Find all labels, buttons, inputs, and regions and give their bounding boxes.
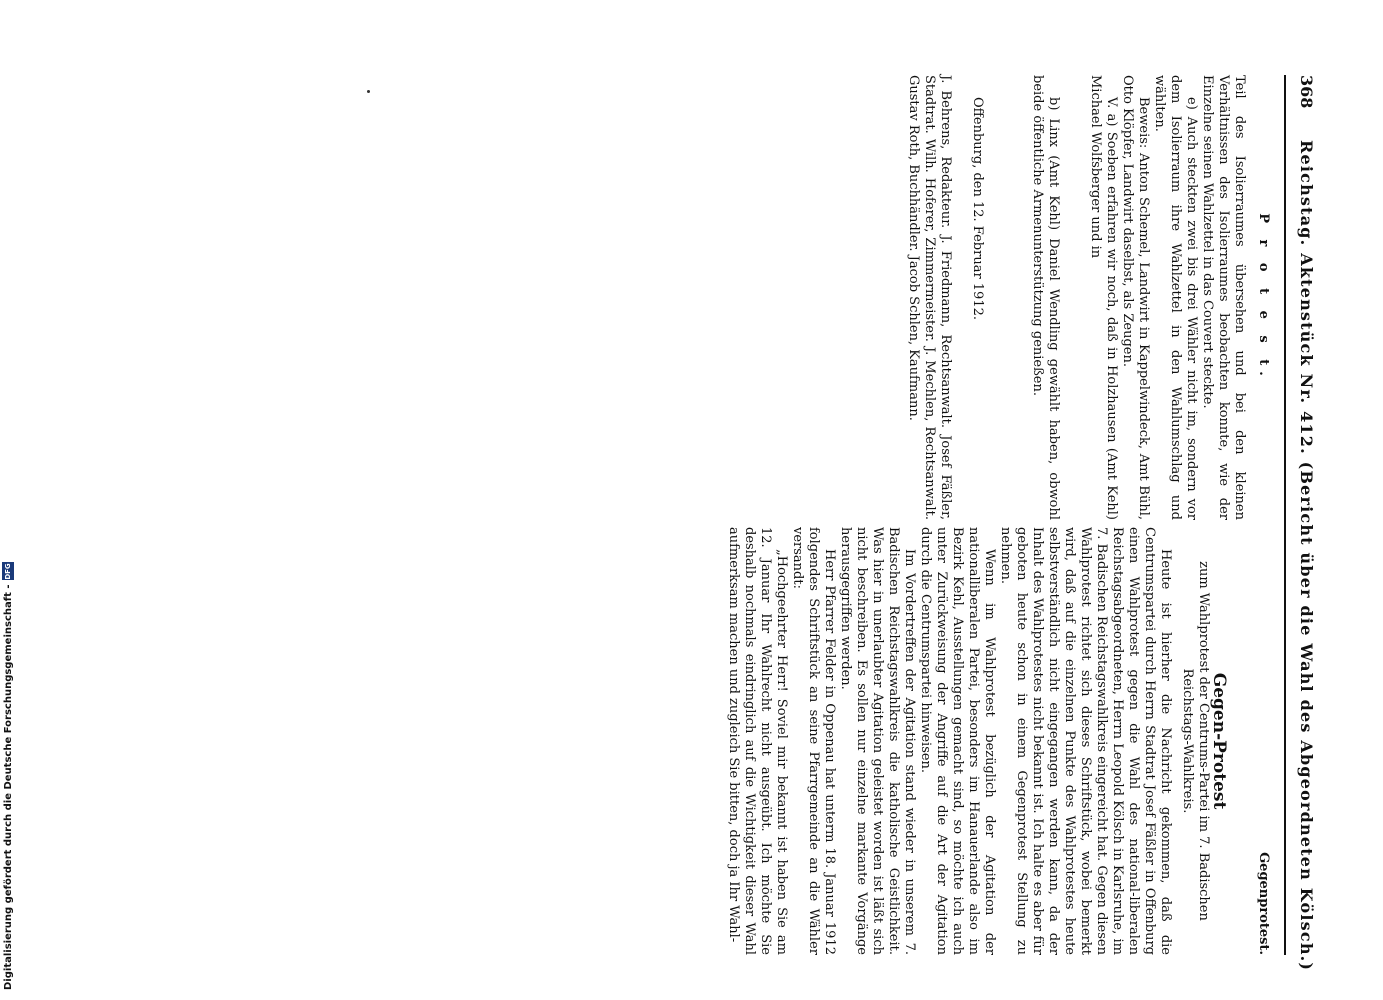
- page-number: 368: [1297, 75, 1316, 109]
- paragraph: Wenn im Wahlprotest bezüglich der Agitation der nationalliberalen Partei, besonders im Hanauerlande also im Bezirk Kehl, Ausstellungen gemacht sind, so möchte ich auch unter Zurückweisung der Angriffe auf die Art der Agitation durch die Centrumspartei hinweisen.: [918, 527, 997, 955]
- paragraph: Im Vordertreffen der Agitation stand wieder in unserem 7. Badischen Reichstagswahlkreis die katholische Geistlichkeit. Was hier in unerlaubter Agitation geleistet worden ist läßt sich nicht beschreiben. Es sollen nur einzelne markante Vorgänge herausgegriffen werden.: [838, 527, 917, 955]
- running-title: Reichstag. Aktenstück Nr. 412. (Bericht über die Wahl des Abgeordneten Kölsch.): [1297, 140, 1316, 972]
- left-column: [905, 75, 1271, 520]
- paragraph: Teil des Isolierraumes übersehen und bei den kleinen Verhältnissen des Isolierraumes beobachten konnte, wie der Einzelne seinen Wahlzettel in das Couvert steckte.: [1200, 75, 1247, 520]
- gegenprotest-heading: Gegen-Protest: [1209, 672, 1229, 810]
- footer-credit: [2, 562, 14, 990]
- dateline: Offenburg, den 12. Februar 1912.: [970, 97, 985, 321]
- signatories: J. Behrens, Redakteur. J. Friedmann, Rechtsanwalt. Josef Fäßler, Stadtrat. Wilh. Hoferer, Zimmermeister. J. Mechlen, Rechtsanwalt. Gustav Roth, Buchhändler. Jacob Schlen, Kaufmann.: [906, 75, 953, 520]
- paragraph: Beweis: Anton Schemel, Landwirt in Kappelwindeck, Amt Bühl, Otto Klöpfer, Landwirt daselbst, als Zeugen.: [1120, 75, 1151, 520]
- margin-label: Gegenprotest.: [1256, 852, 1271, 955]
- right-column: [725, 527, 1271, 955]
- protest-heading: P r o t e s t.: [1256, 213, 1271, 382]
- footer-text: Digitalisierung gefördert durch die Deutsche Forschungsgemeinschaft -: [2, 584, 14, 990]
- paragraph: Herr Pfarrer Felder in Oppenau hat unterm 18. Januar 1912 folgendes Schriftstück an seine Pfarrgemeinde an die Wähler versandt:: [790, 527, 837, 955]
- paragraph: e) Auch steckten zwei bis drei Wähler nicht im, sondern vor dem Isolierraum ihre Wahlzettel in den Wahlumschlag und wählten.: [1152, 75, 1199, 520]
- gegenprotest-subheading: zum Wahlprotest der Centrums-Partei im 7. Badischen Reichstags-Wahlkreis.: [1180, 561, 1211, 921]
- document-page: [46, 75, 1326, 972]
- page-header: [1286, 75, 1326, 972]
- paragraph: b) Linx (Amt Kehl) Daniel Wendling gewählt haben, obwohl beide öffentliche Armenunterstützung genießen.: [1030, 75, 1061, 520]
- header-rule: [1284, 75, 1286, 955]
- paragraph: Heute ist hierher die Nachricht gekommen, daß die Centrumspartei durch Herrn Stadtrat Josef Fäßler in Offenburg einen Wahlprotest gegen die Wahl des national-liberalen Reichstagsabgeordneten, Herrn Leopold Kölsch in Karlsruhe, im 7. Badischen Reichstagswahlkreis eingereicht hat. Gegen diesen Wahlprotest richtet sich dieses Schriftstück, wobei bemerkt wird, daß auf die einzelnen Punkte des Wahlprotestes heute selbstverständlich nicht eingegangen werden kann, da der Inhalt des Wahlprotestes nicht bekannt ist. Ich halte es aber für geboten heute schon in einem Gegenprotest Stellung zu nehmen.: [998, 527, 1173, 955]
- paragraph: V. a) Soeben erfahren wir noch, daß in Holzhausen (Amt Kehl) Michael Wolfsberger und in: [1088, 75, 1119, 520]
- dfg-logo-icon: DFG: [4, 563, 12, 580]
- paragraph: „Hochgeehrter Herr! Soviel mir bekannt ist haben Sie am 12. Januar Ihr Wahlrecht nicht ausgeübt. Ich möchte Sie deshalb nochmals eindringlich auf die Wichtigkeit dieser Wahl aufmerksam machen und zugleich Sie bitten, doch ja Ihr Wahl-: [726, 527, 789, 955]
